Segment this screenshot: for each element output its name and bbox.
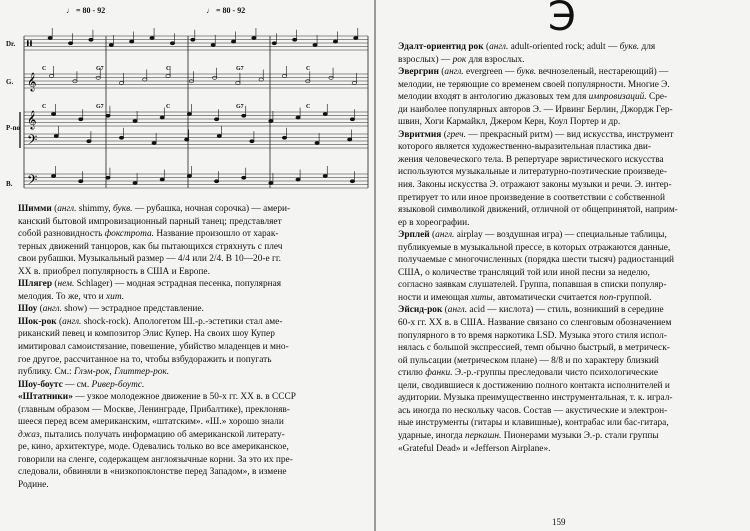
entry-line [18,404,360,417]
headword: Эдалт-ориентид рок [398,42,484,52]
note-head [106,176,110,179]
entry-line [398,392,736,405]
entry-text: Название произошло от харак- [153,229,279,240]
entry-text: для взрослых. [466,54,525,65]
instrument-label: Dr. [6,40,16,48]
dictionary-entry [398,229,736,304]
note-head [54,134,58,137]
entry-line [18,479,360,492]
chord-symbol: C [166,104,171,110]
note-head [152,141,156,144]
entry-line [398,367,736,380]
note-head [211,43,215,46]
entry-text: следовали, обвиняли в «низкопоклонстве перед Западом», в измене [18,467,287,478]
note-head [352,81,356,84]
left-entries [18,203,360,492]
entry-text: англ. [435,230,455,241]
entry-text: Пионерами музыки Э.-р. стали группы [501,430,659,441]
entry-text: — узкое молодежное движение в 50-х гг. XX в. в СССР [72,392,296,403]
entry-line [18,454,360,467]
entry-line [18,203,360,216]
entry-line [398,229,736,242]
entry-text: гое другое, рассчитанное на то, чтобы взбудоражить и попугать [18,354,272,365]
entry-text: шееся перед всем американским, «штатским». «Ш.» хорошо знали [18,417,284,428]
entry-text: нялась с большой экспрессией, темп обычно быстрый, в метрическ- [398,343,670,354]
note-head [106,114,110,117]
entry-line [398,217,736,230]
note-head [51,174,55,177]
entry-text: ой пульсации (метрическом плане) — 8/8 и по характеру близкий [398,355,659,366]
entry-line [18,303,360,316]
note-head [252,36,256,39]
entry-text: используются музыкальные и литературно-поэтические произведе- [398,167,667,178]
chord-symbol: C [306,66,311,72]
headword: Шимми [18,204,52,214]
chord-symbol: C [306,104,311,110]
entry-text: ась иногда по нескольку часов. Состав — акустические и электрон- [398,405,668,416]
entry-line [398,192,736,205]
entry-text: мелодии, не теряющие со временем своей популярности. Многие Э. [398,79,670,90]
note-head [187,174,191,177]
entry-text: ре, кино, архитектуре, моде. Одевались только во все американское, [18,442,289,453]
entry-text: говорили на сленге, содержащем англоязычные корни. За это их пре- [18,454,293,465]
dictionary-entry [398,41,736,66]
entry-text: фанки. [425,368,453,379]
entry-line [398,317,736,330]
headword: Эрплей [398,230,430,241]
entry-line [398,66,736,79]
entry-text: Родине. [18,480,49,491]
entry-text: — см. [62,379,92,390]
entry-line [398,104,736,117]
instrument-label: P-no [6,124,20,132]
entry-line [398,443,736,456]
note-head [79,118,83,121]
entry-text: shimmy, [76,204,113,214]
headword: Шок-рок [18,316,57,327]
entry-line [18,328,360,341]
entry-text: стилю [398,368,426,379]
entry-text: 60-х гг. XX в. в США. Название связано со сленговым обозначением [398,318,672,329]
entry-text: риканский певец и композитор Элис Купер. На своих шоу Купер [18,329,275,340]
note-head [143,78,147,81]
entry-text: -группой. [613,292,652,303]
entry-line [18,241,360,254]
entry-line [398,254,736,267]
note-head [214,180,218,183]
instrument-label: G. [6,78,14,86]
entry-line [398,41,736,54]
score-staves [6,4,370,200]
entry-text: имитировал самоистязание, повешение, убийство младенцев и мно- [18,342,289,353]
entry-text: ( [429,230,436,241]
music-score [6,4,370,200]
entry-line [398,355,736,368]
entry-text: пытались получать информацию об американской литерату- [41,429,285,440]
entry-text: нем. [57,279,75,290]
note-head [259,78,263,81]
note-head [282,136,286,139]
entry-line [18,216,360,229]
note-head [269,181,273,184]
entry-text: ( [438,67,445,78]
chord-symbol: G7 [236,66,244,72]
page-number: 159 [552,517,566,527]
entry-text: терных движений танцоров, как бы пытающихся стряхнуть с плеч [18,241,283,252]
entry-line [18,291,360,304]
entry-text: Ривер-боутс. [91,379,145,390]
headword: Эвритмия [398,129,442,140]
entry-line [398,342,736,355]
note-head [109,43,113,46]
entry-line [398,405,736,418]
note-head [133,119,137,122]
entry-text: автоматически считается [495,292,600,303]
dictionary-entry [18,391,360,491]
headword: Эвергрин [398,67,439,78]
chord-symbol: G7 [96,66,104,72]
note-head [323,174,327,177]
note-head [133,181,137,184]
note-head [160,178,164,181]
entry-line [398,267,736,280]
entry-text: букв. [619,42,640,52]
entry-text: фокстрота. [104,229,154,240]
note-head [250,140,254,143]
note-head [354,36,358,39]
entry-text: рок [452,54,467,65]
note-head [150,36,154,39]
entry-text: претирует то или иное произведение в соответствии с собственной [398,192,665,203]
note-head [129,40,133,43]
entry-text: импровизаций. [588,92,647,103]
entry-line [398,54,736,67]
note-head [185,138,189,141]
entry-line [398,116,736,129]
note-head [242,114,246,117]
clef-icon: 𝄞 [27,110,37,129]
entry-text: вечнозеленый, нестареющий) — [536,67,669,78]
entry-text: поп [599,292,614,303]
dictionary-entry [398,129,736,229]
chord-symbol: G7 [96,104,104,110]
entry-text: ные инструменты (гитары и клавишные), контрабас или бас-гитара, [398,418,669,429]
entry-line [398,330,736,343]
entry-text: джаз, [18,429,42,440]
entry-line [398,292,736,305]
entry-text: канский бытовой импровизационный парный танец; представляет [18,216,282,227]
clef-icon: 𝄢 [27,132,38,151]
note-head [214,118,218,121]
entry-text: airplay — воздушная игра) — специальные таблицы, [454,230,667,241]
entry-line [18,416,360,429]
note-head [48,36,52,39]
entry-text: взрослых) — [398,54,453,65]
entry-line [398,129,736,142]
entry-line [18,228,360,241]
entry-text: англ. [42,304,62,315]
note-head [296,178,300,181]
entry-text: ди наиболее популярных авторов Э. — Ирвинг Берлин, Джордж Гер- [398,104,673,115]
note-head [269,119,273,122]
note-head [236,81,240,84]
note-head [79,180,83,183]
note-head [166,74,170,77]
entry-line [398,166,736,179]
entry-line [398,430,736,443]
dictionary-entry [18,379,360,392]
entry-text: швин, Хоги Кармайкл, Джером Керн, Коул Портер и др. [398,117,621,128]
entry-line [18,278,360,291]
note-head [160,116,164,119]
entry-text: ( [442,305,448,316]
entry-line [18,366,360,379]
entry-text: Э.-р.-группы преследовали чисто психологические [452,368,659,379]
entry-text: ности и имеющая [398,292,471,303]
entry-text: evergreen — [463,67,517,78]
entry-text: хит. [106,291,125,302]
entry-line [18,253,360,266]
entry-text: США, о количестве трансляций той или иной песни за неделю, [398,267,650,278]
dictionary-entry [398,304,736,455]
entry-text: аудитории. Музыка преимущественно инструментальная, т. к. играл- [398,393,673,404]
note-head [49,74,53,77]
entry-text: языковой символикой движений, отличной от общепринятой, наприм- [398,205,678,216]
note-head [170,42,174,45]
entry-text: публику. См.: [18,367,74,378]
entry-line [398,154,736,167]
entry-line [18,466,360,479]
note-head [348,138,352,141]
note-head [89,38,93,41]
entry-line [18,391,360,404]
right-entries [398,41,736,455]
entry-text: Schlager) — модная эстрадная песенка, популярная [74,279,282,290]
entry-text: популярного в то время наркотика LSD. Музыка этого стиля испол- [398,330,667,341]
entry-text: англ. [57,204,77,214]
note-head [187,112,191,115]
note-head [350,118,354,121]
entry-text: свои рубашки. Музыкальный размер — 4/4 или 2/4. В 10—20-е гг. [18,254,281,265]
clef-icon: 𝄥 [27,34,32,53]
note-head [231,40,235,43]
note-head [292,38,296,41]
entry-text: (главным образом — Москве, Ленинграде, Прибалтике), преклоняв- [18,404,290,415]
entry-text: XX в. приобрел популярность в США и Европе. [18,266,210,277]
entry-text: ( [52,279,58,290]
dictionary-entry [398,66,736,129]
entry-line [18,429,360,442]
headword: «Штатники» [18,392,73,403]
entry-text: acid — кислота) — стиль, возникший в середине [467,305,664,316]
entry-text: show) — эстрадное представление. [61,304,204,315]
entry-line [398,242,736,255]
entry-text: shock-rock). Апологетом Ш.-р.-эстетики стал аме- [81,316,283,327]
entry-text: для [639,42,656,52]
entry-text: согласно заявкам слушателей. Группа, попавшая в списки популяр- [398,280,667,291]
entry-line [18,316,360,329]
dictionary-entry [18,203,360,278]
note-head [313,43,317,46]
entry-line [398,380,736,393]
note-head [323,112,327,115]
entry-text: цели, сводившиеся к достижению полного контакта исполнителей и [398,380,670,391]
headword: Шоу-боутс [18,379,63,390]
headword: Шлягер [18,279,53,290]
entry-text: хиты, [470,292,496,303]
note-head [87,140,91,143]
entry-text: букв. [516,67,537,78]
entry-line [398,141,736,154]
note-head [119,136,123,139]
chord-symbol: C [42,66,47,72]
section-letter: Э [548,0,576,40]
entry-text: adult-oriented rock; adult — [508,42,620,52]
headword: Эйсид-рок [398,305,443,316]
entry-text: ( [441,129,447,140]
note-head [191,38,195,41]
entry-text: которого является художественно-выразительная пластика дви- [398,142,652,153]
tempo-marking: ♩ = 80 - 92 [206,6,246,15]
note-head [242,176,246,179]
note-head [119,81,123,84]
entry-text: англ. [62,316,82,327]
note-head [272,42,276,45]
clef-icon: 𝄢 [27,172,38,191]
entry-line [398,79,736,92]
entry-line [18,441,360,454]
entry-text: — рубашка, ночная сорочка) — амери- [132,204,291,214]
chord-symbol: C [166,66,171,72]
left-page [0,0,374,531]
clef-icon: 𝄞 [27,72,37,91]
instrument-label: B. [6,180,13,188]
note-head [296,116,300,119]
tempo-marking: ♩ = 80 - 92 [66,6,106,15]
entry-text: Глэм-рок, Глиттер-рок. [73,367,170,378]
entry-text: жения человеческого тела. В репертуаре эвристического искусства [398,154,664,165]
entry-line [398,179,736,192]
note-head [51,112,55,115]
entry-line [398,279,736,292]
entry-line [398,417,736,430]
chord-symbol: C [42,104,47,110]
entry-line [398,204,736,217]
note-head [282,74,286,77]
entry-line [398,91,736,104]
entry-text: букв. [112,204,133,214]
note-head [68,42,72,45]
entry-text: ударные, иногда [398,430,466,441]
dictionary-entry [18,316,360,379]
dictionary-entry [18,303,360,316]
entry-line [18,266,360,279]
headword: Шоу [18,304,38,315]
entry-line [18,379,360,392]
chord-symbol: G7 [236,104,244,110]
entry-line [18,341,360,354]
entry-text: ( [483,42,490,52]
entry-text: англ. [447,305,468,316]
note-head [350,180,354,183]
entry-text: ( [37,304,43,315]
entry-text: получаемые с многочисленных (порядка шести тысяч) радиостанций [398,255,675,266]
entry-text: — прекрасный ритм) — вид искусства, инструмент [465,129,674,140]
entry-text: ( [51,204,58,214]
entry-text: ния. Законы искусства Э. отражают законы музыки и речи. Э. интер- [398,180,672,191]
note-head [333,40,337,43]
entry-text: собой разновидность [18,229,105,240]
entry-text: мелодии входят в антологию джазовых тем для [398,92,589,103]
entry-text: греч. [446,129,466,140]
dictionary-entry [18,278,360,303]
entry-text: ( [56,316,63,327]
entry-text: «Grateful Dead» и «Jefferson Airplane». [398,443,551,454]
entry-text: перкашн. [465,430,502,441]
entry-text: англ. [489,42,509,52]
entry-text: ер в хореографии. [398,217,470,228]
note-head [315,141,319,144]
entry-line [398,304,736,317]
entry-line [18,354,360,367]
note-head [217,134,221,137]
entry-text: англ. [444,67,464,78]
entry-text: публикуемые в музыкальной прессе, в которых отражаются данные, [398,242,671,253]
entry-text: мелодия. То же, что и [18,291,107,302]
entry-text: Сре- [646,92,668,103]
